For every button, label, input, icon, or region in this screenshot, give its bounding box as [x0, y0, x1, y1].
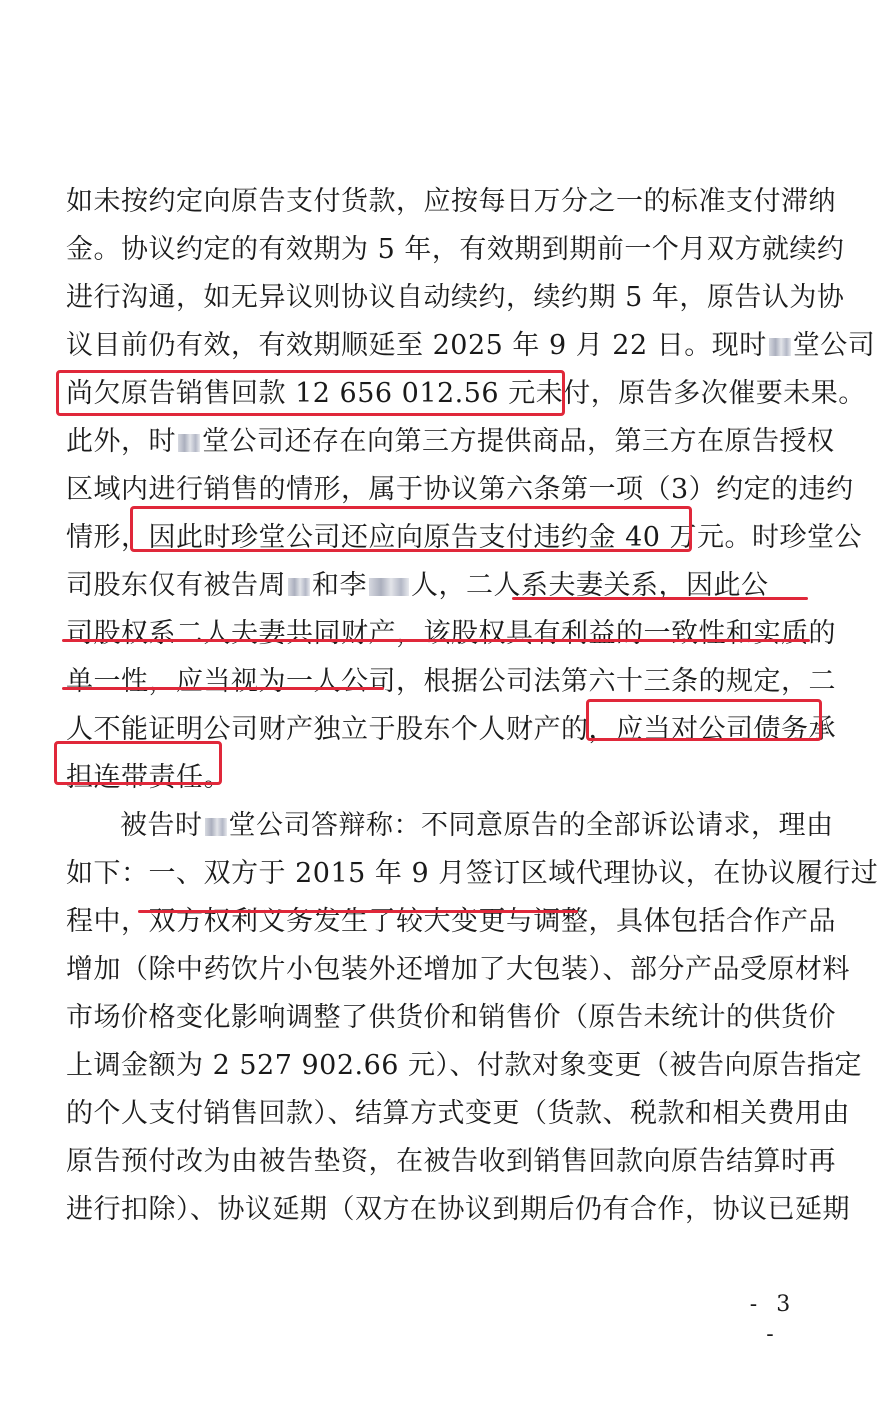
text-segment: 单一性，应当视为一人公司，根据公司法第六十三条的规定，二: [66, 666, 836, 697]
text-segment: 司股权系二人夫妻共同财产，该股权具有利益的一致性和实质的: [66, 618, 836, 649]
text-segment: 原告预付改为由被告垫资，在被告收到销售回款向原告结算时再: [66, 1146, 836, 1177]
text-line: [66, 994, 836, 1042]
text-line: [66, 1186, 850, 1234]
text-segment: 司股东仅有被告周: [66, 570, 286, 601]
text-segment: 区域内进行销售的情形，属于协议第六条第一项（3）约定的违约: [66, 474, 854, 505]
text-line: [66, 514, 863, 562]
text-segment: 堂公司答辩称：不同意原告的全部诉讼请求，理由: [228, 810, 834, 841]
text-line: [66, 178, 836, 226]
text-segment: 如未按约定向原告支付货款，应按每日万分之一的标准支付滞纳: [66, 186, 836, 217]
text-line: [66, 418, 835, 466]
text-line: [66, 946, 850, 994]
text-segment: 的个人支付销售回款）、结算方式变更（货款、税款和相关费用由: [66, 1098, 850, 1129]
text-segment: 人，二人系夫妻关系，因此公: [411, 570, 769, 601]
text-line: [120, 802, 834, 850]
text-line: [66, 1090, 850, 1138]
text-line: [66, 1138, 836, 1186]
text-line: [66, 1042, 863, 1090]
text-segment: 被告时: [120, 810, 203, 841]
text-segment: 增加（除中药饮片小包装外还增加了大包装）、部分产品受原材料: [66, 954, 850, 985]
text-line: [66, 658, 836, 706]
text-segment: 程中，双方权利义务发生了较大变更与调整，具体包括合作产品: [66, 906, 836, 937]
text-line: [66, 562, 806, 610]
redacted-mosaic: [205, 818, 227, 836]
text-segment: 堂公司: [792, 330, 876, 361]
redacted-mosaic: [288, 578, 310, 596]
text-segment: 尚欠原告销售回款 12 656 012.56 元未付，原告多次催要未果。: [66, 378, 866, 409]
redacted-mosaic: [178, 434, 200, 452]
text-segment: 进行沟通，如无异议则协议自动续约，续约期 5 年，原告认为协: [66, 282, 845, 313]
redacted-mosaic: [369, 578, 409, 596]
text-line: [66, 322, 876, 370]
text-segment: 情形，因此时珍堂公司还应向原告支付违约金 40 万元。时珍堂公: [66, 522, 863, 553]
text-segment: 市场价格变化影响调整了供货价和销售价（原告未统计的供货价: [66, 1002, 836, 1033]
text-segment: 金。协议约定的有效期为 5 年，有效期到期前一个月双方就续约: [66, 234, 845, 265]
text-segment: 担连带责任。: [66, 762, 231, 793]
text-segment: 议目前仍有效，有效期顺延至 2025 年 9 月 22 日。现时: [66, 330, 767, 361]
page-number: - 3 -: [749, 1292, 797, 1347]
text-segment: 进行扣除）、协议延期（双方在协议到期后仍有合作，协议已延期: [66, 1194, 850, 1225]
text-segment: 和李: [312, 570, 367, 601]
redacted-mosaic: [769, 338, 791, 356]
text-line: [66, 850, 878, 898]
text-line: [66, 898, 836, 946]
text-segment: 上调金额为 2 527 902.66 元）、付款对象变更（被告向原告指定: [66, 1050, 863, 1081]
text-line: [66, 706, 836, 754]
text-line: [66, 466, 854, 514]
text-line: [66, 754, 806, 802]
text-line: [66, 610, 836, 658]
text-line: [66, 274, 845, 322]
text-line: [66, 370, 866, 418]
text-line: [66, 226, 845, 274]
text-segment: 堂公司还存在向第三方提供商品，第三方在原告授权: [202, 426, 835, 457]
text-segment: 此外，时: [66, 426, 176, 457]
text-segment: 如下：一、双方于 2015 年 9 月签订区域代理协议，在协议履行过: [66, 858, 878, 889]
text-segment: 人不能证明公司财产独立于股东个人财产的，应当对公司债务承: [66, 714, 836, 745]
